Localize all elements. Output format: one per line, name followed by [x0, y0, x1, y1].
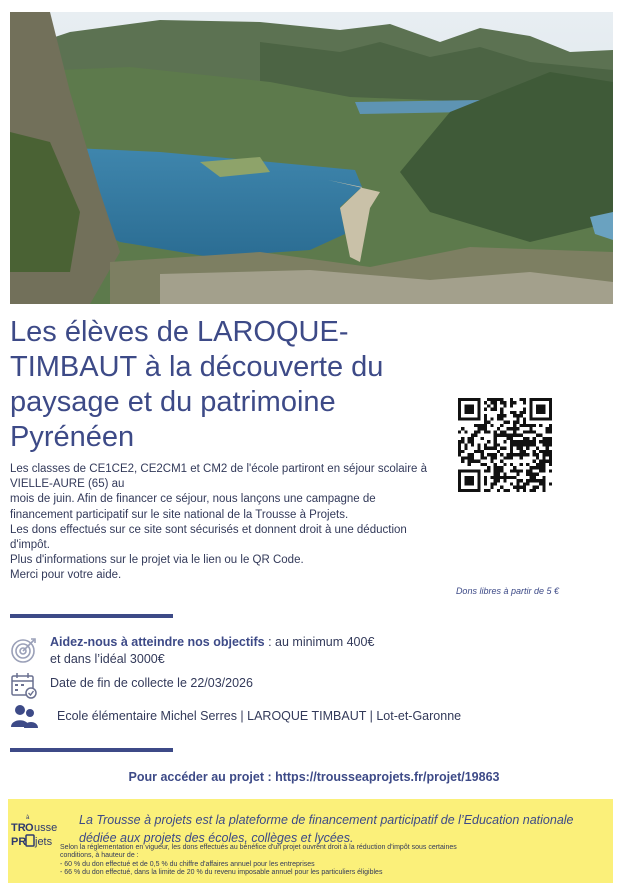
project-link[interactable]: Pour accéder au projet : https://trousseaprojets.fr/projet/19863 [128, 770, 500, 784]
goal-ideal: et dans l’idéal 3000€ [50, 652, 165, 666]
svg-text:usse: usse [34, 822, 58, 834]
school-info: Ecole élémentaire Michel Serres | LAROQUE TIMBAUT | Lot-et-Garonne [57, 709, 462, 723]
target-icon [10, 636, 38, 664]
legal-line: - 66 % du don effectué, dans la limite de 20 % du revenu imposable annuel pour les particuliers éligibles [60, 868, 383, 876]
description-line: Plus d'informations sur le projet via le lien ou le QR Code. [10, 554, 304, 567]
svg-text:O: O [25, 822, 34, 834]
svg-text:à: à [26, 815, 30, 821]
hero-photo [10, 12, 613, 304]
legal-line: - 60 % du don effectué et de 0,5 % du chiffre d'affaires annuel pour les entreprises [60, 860, 315, 868]
legal-notice [60, 844, 580, 877]
calendar-icon [10, 671, 38, 699]
end-date: Date de fin de collecte le 22/03/2026 [50, 676, 253, 690]
legal-line: Selon la réglementation en vigueur, les dons effectués au bénéfice d'un projet ouvrent droit à la réduction d'impôt sous certaines [60, 844, 457, 851]
footer-tagline: La Trousse à projets est la plateforme de financement participatif de l’Education nationale dédiée aux projets des écoles, collèges et lycées. [79, 813, 574, 845]
people-icon [10, 702, 38, 730]
project-description [10, 462, 440, 584]
qr-code-pattern [454, 398, 556, 492]
divider [10, 614, 173, 618]
description-line: Les dons effectués sur ce site sont sécurisés et donnent droit à une déduction d'impôt. [10, 523, 407, 552]
svg-text:TR: TR [11, 822, 26, 834]
goal-heading: Aidez-nous à atteindre nos objectifs [50, 635, 265, 649]
description-line: mois de juin. Afin de financer ce séjour, nous lançons une campagne de financement participatif sur le site national de la Trousse à Projets. [10, 493, 376, 521]
legal-line: conditions, à hauteur de : [60, 852, 139, 860]
qr-code[interactable] [454, 398, 556, 492]
svg-text:jets: jets [35, 836, 53, 848]
footer-banner [8, 799, 613, 883]
description-line: Merci pour votre aide. [10, 569, 122, 582]
page-title: Les élèves de LAROQUE-TIMBAUT à la découverte du paysage et du patrimoine Pyrénéen [10, 316, 384, 453]
goal-minimum: : au minimum 400€ [264, 635, 375, 649]
description-line: Les classes de CE1CE2, CE2CM1 et CM2 de l'école partiront en séjour scolaire à VIELLE-AURE (65) au [10, 463, 428, 491]
goal-text [50, 634, 430, 668]
svg-text:PR: PR [11, 836, 27, 848]
qr-modules [458, 398, 552, 492]
divider [10, 748, 173, 752]
mountain-lake-image [10, 12, 613, 304]
trousse-a-projets-logo [10, 809, 66, 849]
donations-note: Dons libres à partir de 5 € [455, 586, 559, 596]
